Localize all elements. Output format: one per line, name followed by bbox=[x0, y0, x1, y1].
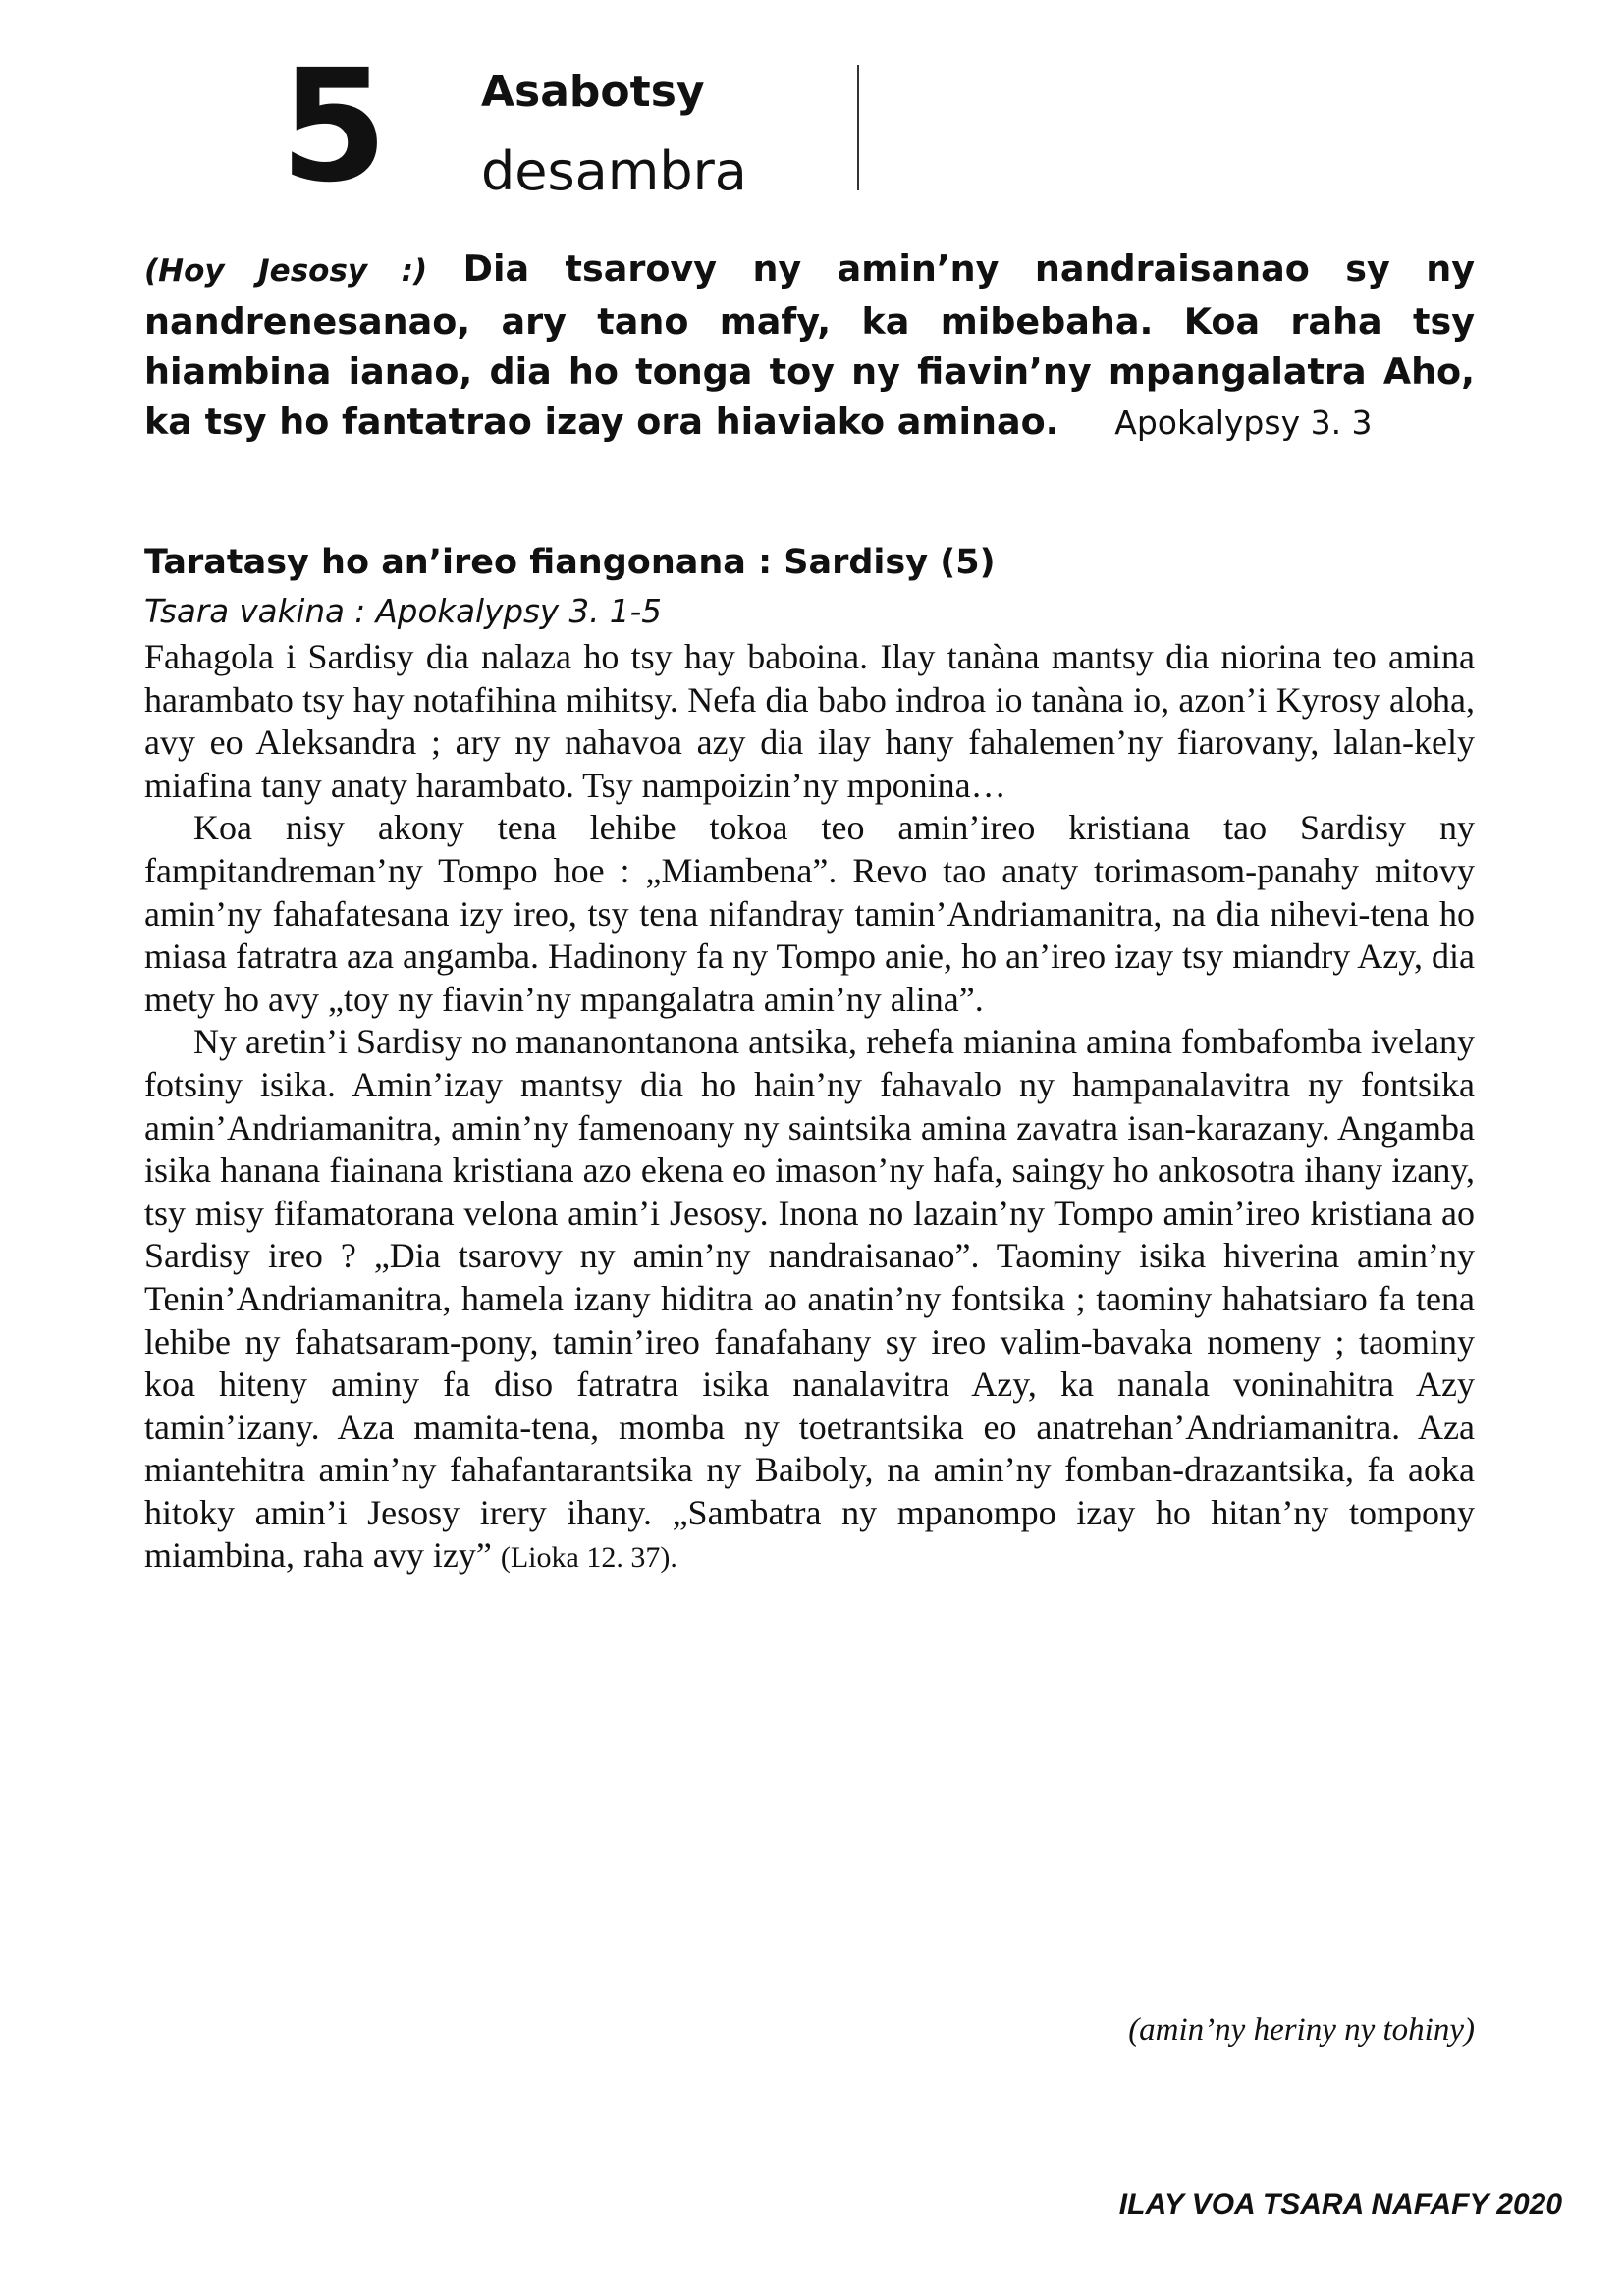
header-divider bbox=[857, 65, 859, 190]
daily-verse bbox=[144, 243, 1475, 448]
month: desambra bbox=[481, 140, 747, 202]
day-number: 5 bbox=[280, 36, 384, 217]
devotional-body bbox=[144, 636, 1475, 1579]
verse-addressee: (Hoy Jesosy :) bbox=[144, 253, 428, 289]
publication-footer: ILAY VOA TSARA NAFAFY 2020 bbox=[1118, 2188, 1562, 2220]
verse-text: Dia tsarovy ny amin’ny nandraisanao sy ny nandrenesanao, ary tano mafy, ka mibebaha. Koa raha tsy hiambina ianao, dia ho tonga toy ny fiavin’ny mpangalatra Aho, ka tsy ho fantatrao izay ora hiaviako aminao. bbox=[144, 247, 1475, 443]
reading-reference: Tsara vakina : Apokalypsy 3. 1-5 bbox=[144, 593, 662, 630]
section-heading: Taratasy ho an’ireo fiangonana : Sardisy (5) bbox=[144, 543, 996, 582]
body-paragraph-text: Koa nisy akony tena lehibe tokoa teo amin’ireo kristiana tao Sardisy ny fampitandreman’ny Tompo hoe : „Miambena”. Revo tao anaty torimasom-panahy mitovy amin’ny fahafatesana izy ireo, tsy tena nifandray tamin’Andriamanitra, na dia nihevi-tena ho miasa fatratra aza angamba. Hadinony fa ny Tompo anie, ho an’ireo izay tsy miandry Azy, dia mety ho avy „toy ny fiavin’ny mpangalatra amin’ny alina”. bbox=[144, 808, 1475, 1019]
weekday: Asabotsy bbox=[481, 67, 705, 117]
final-citation: (Lioka 12. 37). bbox=[500, 1541, 677, 1575]
body-paragraph bbox=[144, 807, 1475, 1021]
continuation-note: (amin’ny heriny ny tohiny) bbox=[1128, 2012, 1475, 2048]
body-paragraph: Fahagola i Sardisy dia nalaza ho tsy hay baboina. Ilay tanàna mantsy dia niorina teo amina harambato tsy hay notafihina mihitsy. Nefa dia babo indroa io tanàna io, azon’i Kyrosy aloha, avy eo Aleksandra ; ary ny nahavoa azy dia ilay hany fahalemen’ny fiarovany, lalan-kely miafina tany anaty harambato. Tsy nampoizin’ny mponina… bbox=[144, 637, 1475, 805]
body-paragraph-text: Ny aretin’i Sardisy no mananontanona antsika, rehefa mianina amina fombafomba ivelany fotsiny isika. Amin’izay mantsy dia ho hain’ny fahavalo ny hampanalavitra ny fontsika amin’Andriamanitra, amin’ny famenoany ny saintsika amina zavatra isan-karazany. Angamba isika hanana fiainana kristiana azo ekena eo imason’ny hafa, saingy ho ankosotra ihany izany, tsy misy fifamatorana velona amin’i Jesosy. Inona no lazain’ny Tompo amin’ireo kristiana ao Sardisy ireo ? „Dia tsarovy ny amin’ny nandraisanao”. Taominy isika hiverina amin’ny Tenin’Andriamanitra, hamela izany hiditra ao anatin’ny fontsika ; taominy hahatsiaro fa tena lehibe ny fahatsaram-pony, tamin’ireo fanafahany sy ireo valim-bavaka nomeny ; taominy koa hiteny aminy fa diso fatratra isika nanalavitra Azy, ka nanala voninahitra Azy tamin’izany. Aza mamita-tena, momba ny toetrantsika eo anatrehan’Andriamanitra. Aza miantehitra amin’ny fahafantarantsika ny Baiboly, na amin’ny fomban-drazantsika, fa aoka hitoky amin’i Jesosy irery ihany. „Sambatra ny mpanompo izay ho hitan’ny tompony miambina, raha avy izy” bbox=[144, 1022, 1475, 1575]
verse-reference: Apokalypsy 3. 3 bbox=[1114, 403, 1373, 442]
body-paragraph bbox=[144, 1021, 1475, 1579]
date-block bbox=[280, 36, 869, 217]
